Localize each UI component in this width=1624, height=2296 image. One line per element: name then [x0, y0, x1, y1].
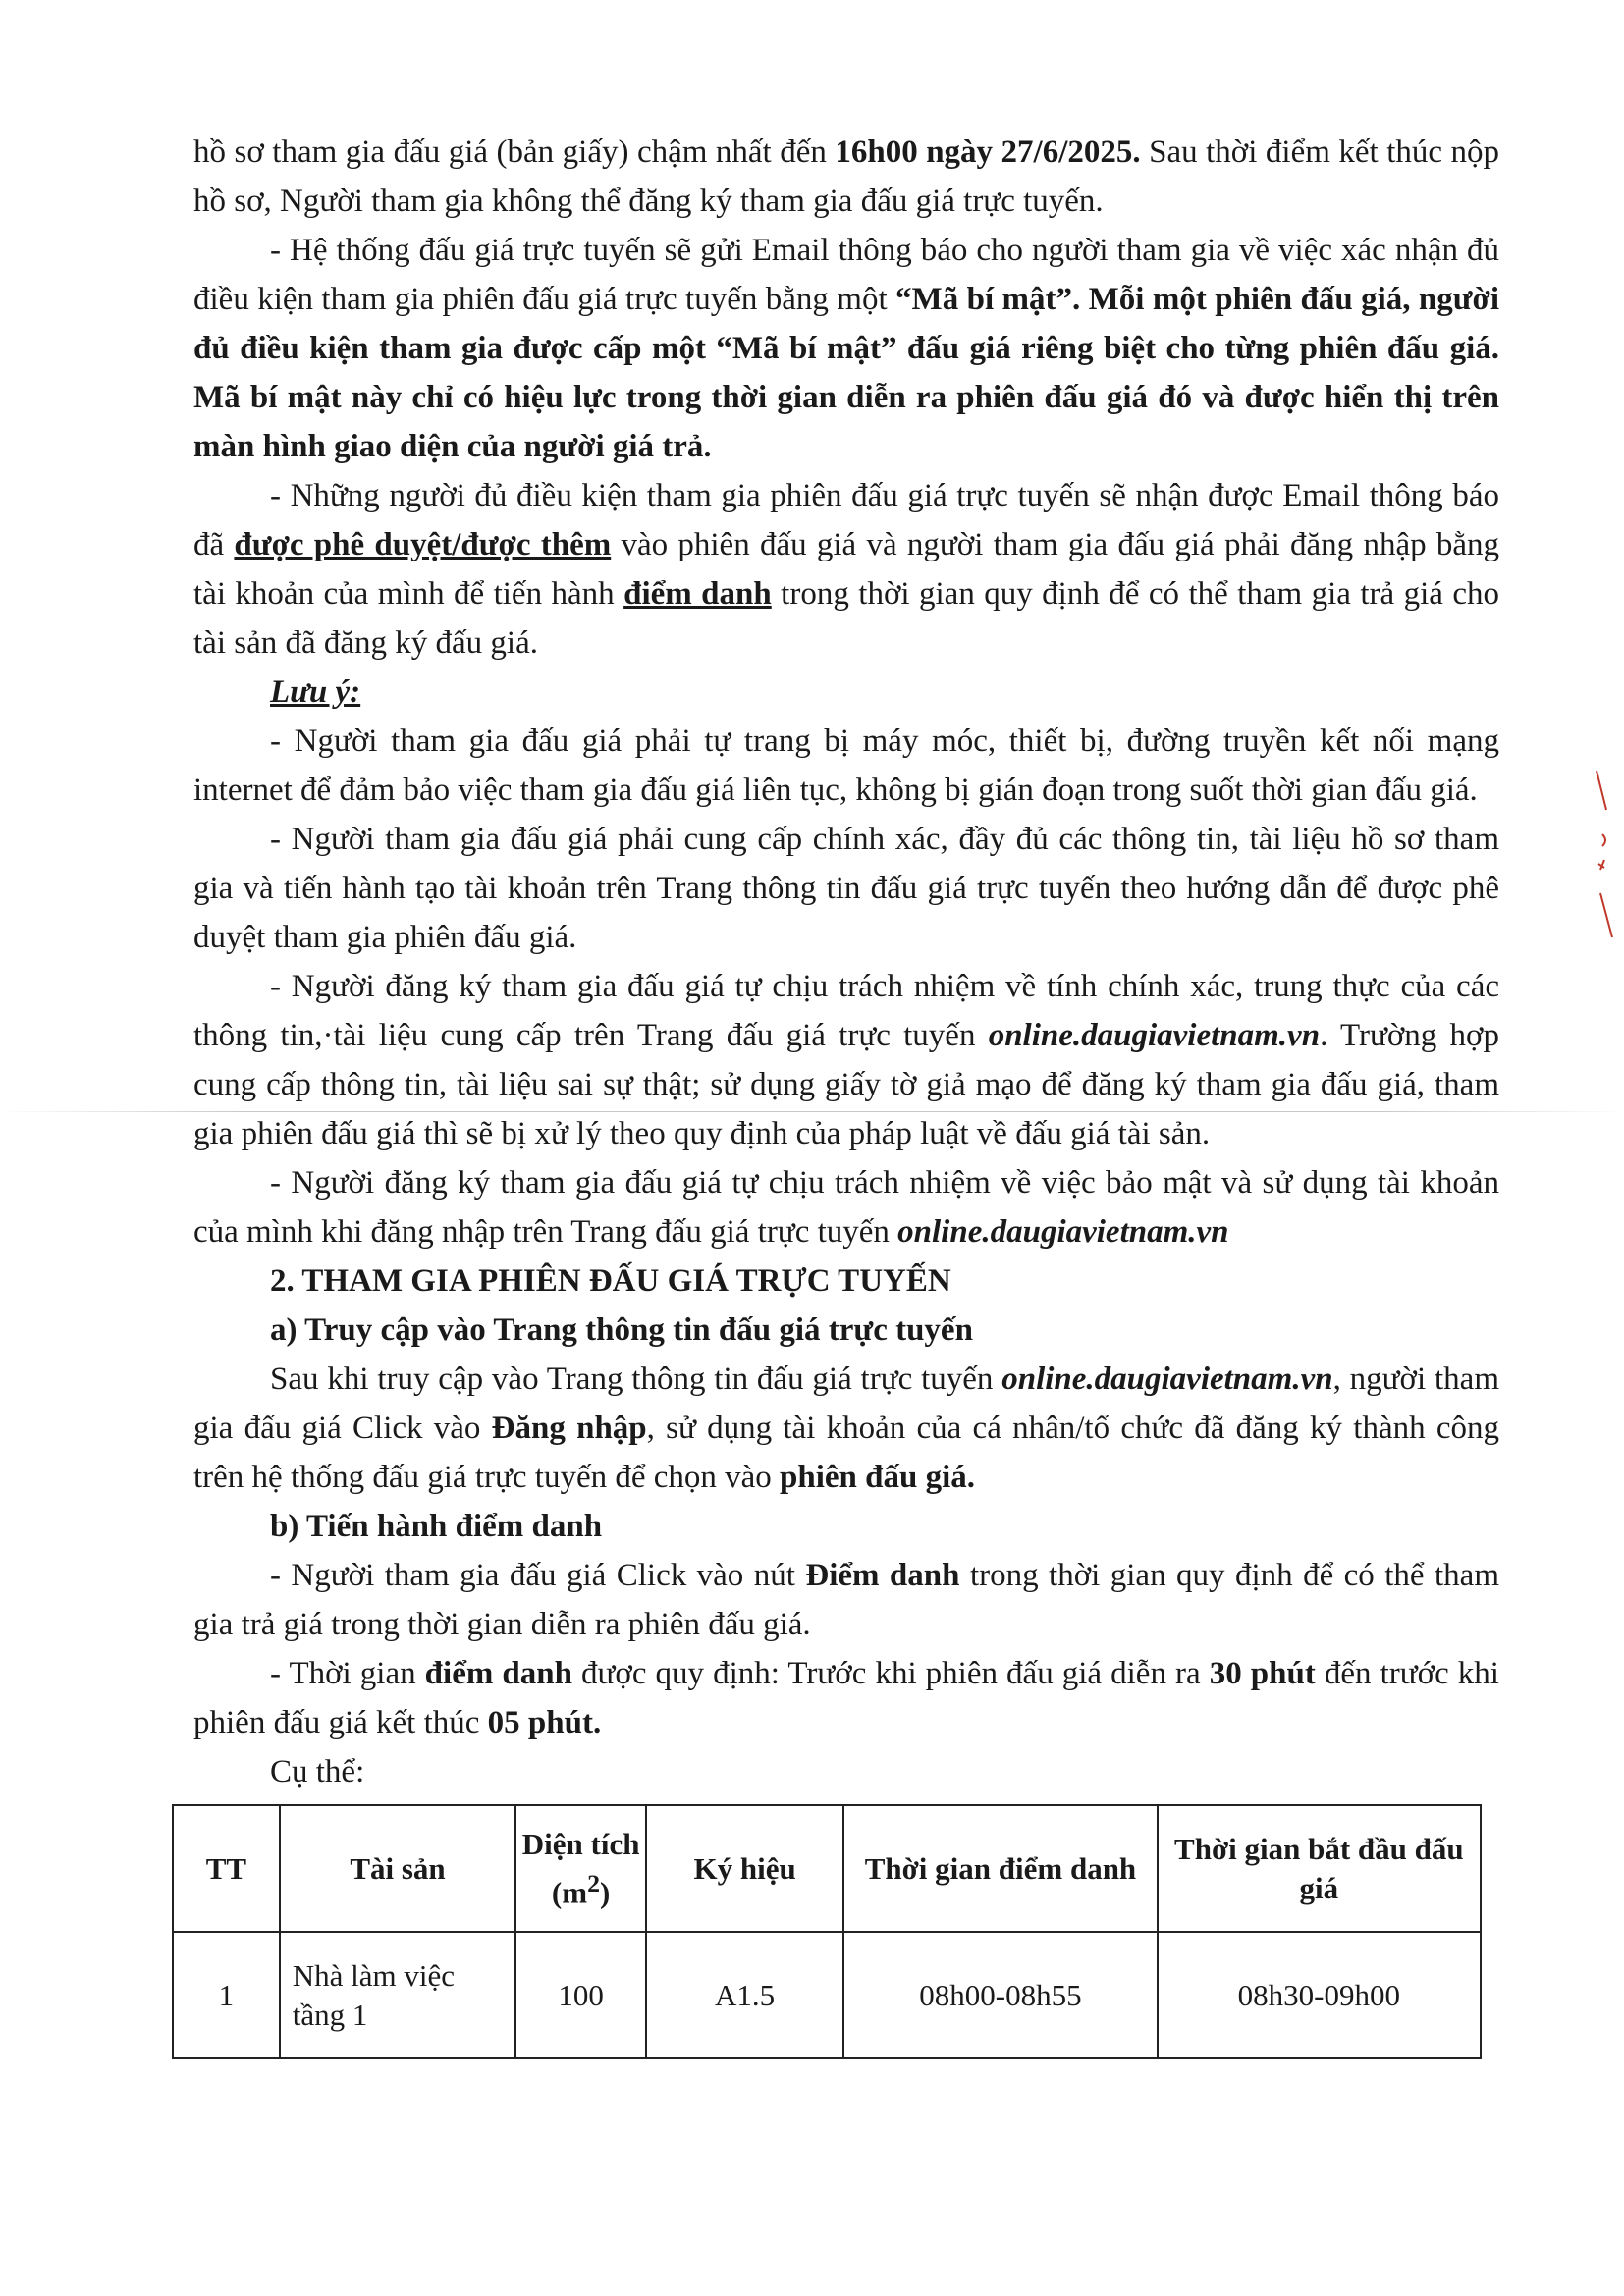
paragraph-checkin: - Người tham gia đấu giá Click vào nút Điểm danh trong thời gian quy định để có thể tham gia trả giá trong thời gian diễn ra phiên đấu giá. [193, 1558, 1499, 1642]
header-start-time: Thời gian bắt đầu đấu giá [1158, 1805, 1481, 1932]
cell-code: A1.5 [646, 1932, 843, 2058]
paragraph-equipment: - Người tham gia đấu giá phải tự trang bị máy móc, thiết bị, đường truyền kết nối mạng internet để đảm bảo việc tham gia đấu giá liên tục, không bị gián đoạn trong suốt thời gian đấu giá. [193, 723, 1499, 808]
paragraph-responsibility: - Người đăng ký tham gia đấu giá tự chịu trách nhiệm về tính chính xác, trung thực của các thông tin,·tài liệu cung cấp trên Trang đấu giá trực tuyến online.daugiavietnam.vn. Trường hợp cung cấp thông tin, tài liệu sai sự thật; sử dụng giấy tờ giả mạo để đăng ký tham gia đấu giá, tham gia phiên đấu giá thì sẽ bị xử lý theo quy định của pháp luật về đấu giá tài sản. [193, 969, 1499, 1151]
cell-checkin-time: 08h00-08h55 [843, 1932, 1157, 2058]
paragraph-deadline: hồ sơ tham gia đấu giá (bản giấy) chậm nhất đến 16h00 ngày 27/6/2025. Sau thời điểm kết thúc nộp hồ sơ, Người tham gia không thể đăng ký tham gia đấu giá trực tuyến. [193, 134, 1500, 219]
paragraph-checkin-time: - Thời gian điểm danh được quy định: Trước khi phiên đấu giá diễn ra 30 phút đến trước khi phiên đấu giá kết thúc 05 phút. [193, 1656, 1499, 1740]
cell-tt: 1 [173, 1932, 280, 2058]
cell-start-time: 08h30-09h00 [1158, 1932, 1481, 2058]
cell-area: 100 [515, 1932, 646, 2058]
paragraph-account-security: - Người đăng ký tham gia đấu giá tự chịu trách nhiệm về việc bảo mật và sử dụng tài khoản của mình khi đăng nhập trên Trang đấu giá trực tuyến online.daugiavietnam.vn [193, 1165, 1499, 1250]
header-checkin-time: Thời gian điểm danh [843, 1805, 1157, 1932]
paragraph-secret-code: - Hệ thống đấu giá trực tuyến sẽ gửi Email thông báo cho người tham gia về việc xác nhận đủ điều kiện tham gia phiên đấu giá trực tuyến bằng một “Mã bí mật”. Mỗi một phiên đấu giá, người đủ điều kiện tham gia được cấp một “Mã bí mật” đấu giá riêng biệt cho từng phiên đấu giá. Mã bí mật này chỉ có hiệu lực trong thời gian diễn ra phiên đấu giá đó và được hiển thị trên màn hình giao diện của người giá trả. [193, 233, 1499, 464]
header-area: Diện tích $(m^2)$ [515, 1805, 646, 1932]
subheading-b: b) Tiến hành điểm danh [270, 1509, 603, 1544]
section-heading-2: 2. THAM GIA PHIÊN ĐẤU GIÁ TRỰC TUYẾN [270, 1263, 951, 1299]
paragraph-access: Sau khi truy cập vào Trang thông tin đấu giá trực tuyến online.daugiavietnam.vn, người tham gia đấu giá Click vào Đăng nhập, sử dụng tài khoản của cá nhân/tổ chức đã đăng ký thành công trên hệ thống đấu giá trực tuyến để chọn vào phiên đấu giá. [193, 1362, 1500, 1495]
subheading-a: a) Truy cập vào Trang thông tin đấu giá trực tuyến [270, 1312, 973, 1348]
paragraph-approval: - Những người đủ điều kiện tham gia phiên đấu giá trực tuyến sẽ nhận được Email thông báo đã được phê duyệt/được thêm vào phiên đấu giá và người tham gia đấu giá phải đăng nhập bằng tài khoản của mình để tiến hành điểm danh trong thời gian quy định để có thể tham gia trả giá cho tài sản đã đăng ký đấu giá. [193, 478, 1500, 661]
paragraph-specifics: Cụ thể: [270, 1754, 365, 1789]
header-tt: TT [173, 1805, 280, 1932]
paragraph-accurate-info: - Người tham gia đấu giá phải cung cấp chính xác, đầy đủ các thông tin, tài liệu hồ sơ tham gia và tiến hành tạo tài khoản trên Trang thông tin đấu giá trực tuyến theo hướng dẫn để được phê duyệt tham gia phiên đấu giá. [193, 822, 1499, 955]
table-row [173, 1932, 1481, 2058]
header-code: Ký hiệu [646, 1805, 843, 1932]
red-pen-mark [1589, 766, 1618, 962]
table-header-row [173, 1805, 1481, 1932]
document-page [193, 128, 1499, 2059]
header-asset: Tài sản [280, 1805, 516, 1932]
cell-asset: Nhà làm việc tầng 1 [280, 1932, 516, 2058]
asset-schedule-table [172, 1804, 1482, 2059]
note-label: Lưu ý: [270, 674, 361, 710]
